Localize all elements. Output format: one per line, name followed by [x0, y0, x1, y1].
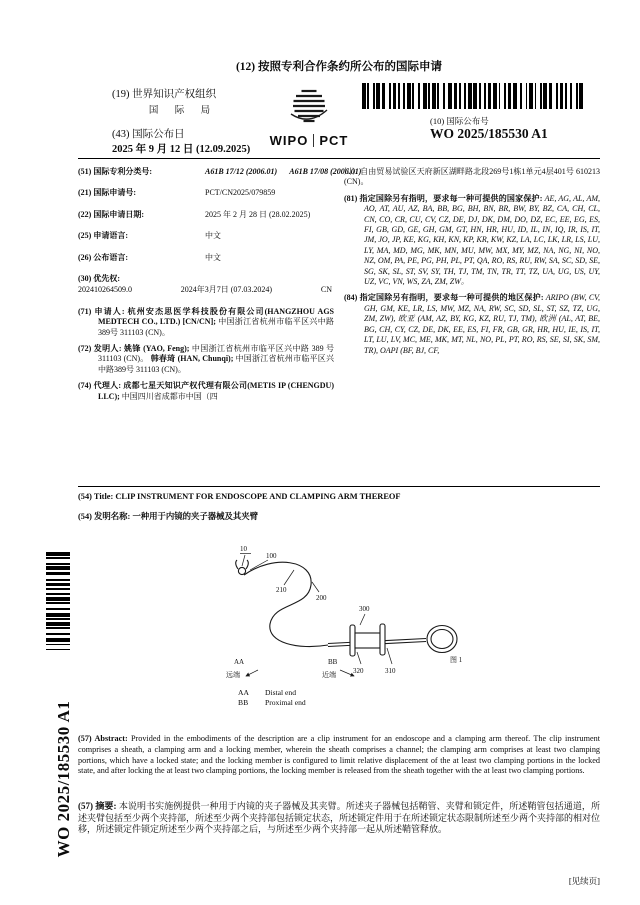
title-english [78, 492, 600, 501]
agent-label: (74) 代理人: [78, 381, 122, 391]
international-bureau-label: 国 际 局 [148, 106, 218, 116]
publication-language-label: (26) 公布语言: [78, 252, 128, 262]
field-applicant [78, 307, 334, 338]
title-chinese-text: 一种用于内镜的夹子器械及其夹臂 [132, 512, 259, 521]
field-priority [78, 274, 334, 296]
distal-label: 远端 [226, 671, 240, 679]
agent-name: 成都七星天知识产权代理有限公司(METIS IP (CHENGDU) LLC); [98, 381, 334, 401]
ipc-value-2: A61B 17/08 (2006.01) [289, 167, 362, 176]
priority-date: 2024年3月7日 (07.03.2024) [180, 285, 273, 295]
designated-regions-codes: ARIPO (BW, CV, GH, GM, KE, LR, LS, MW, MZ, NA, RW, SC, SD, SL, ST, SZ, TZ, UG, ZM, ZW), 欧亚 (AM, AZ, BY, KG, KZ, RU, TJ, TM), 欧洲 (AL, AT, BE, BG, CH, CY, CZ, DE, DK, EE, ES, FI, FR, GB, GR, HR, HU, IE, IS, IT, LT, LU, LV, MC, ME, MK, MT, NL, NO, PL, PT, RO, RS, SE, SI, SK, SM, TR), OAPI (BF, BJ, CF, [364, 293, 601, 355]
header-divider [78, 158, 600, 159]
abstract-chinese-text: 本说明书实施例提供一种用于内镜的夹子器械及其夹臂。所述夹子器械包括鞘管、夹臂和锁定件，所述鞘管包括通道，所述夹臂包括至少两个夹持部，所述至少两个夹持部包括锁定状态，所述锁定件用于在所述锁定状态限制所述至少两个夹持部的相对位移，所述锁定件锁定所述至少两个夹持部之后，与所述至少两个夹持部一起从所述鞘管释放。 [78, 801, 601, 835]
biblio-divider [78, 486, 600, 487]
designated-states-codes: AE, AG, AL, AM, AO, AT, AU, AZ, BA, BB, BG, BH, BN, BR, BW, BY, BZ, CA, CH, CL, CN, CO, CR, CU, CV, CZ, DE, DJ, DK, DM, DO, DZ, EC, EE, EG, ES, FI, GB, GD, GE, GH, GM, GT, HN, HR, HU, ID, IL, IN, IQ, IR, IS, IT, JM, JO, JP, KE, KG, KH, KN, KP, KR, KW, KZ, LA, LC, LK, LR, LS, LU, LY, MA, MD, MG, MK, MN, MU, MW, MX, MY, MZ, NA, NG, NI, NO, NZ, OM, PA, PE, PG, PH, PL, PT, QA, RO, RS, RU, RW, SA, SC, SD, SE, SG, SK, SL, ST, SV, SY, TH, TJ, TM, TN, TR, TT, TZ, UA, UG, US, UY, UZ, VC, VN, WS, ZA, ZM, ZW。 [364, 193, 601, 287]
inventor-2-address: 中国浙江省杭州市临平区兴中路389号 311103 (CN)。 [98, 354, 334, 374]
patent-figure [224, 540, 476, 686]
publication-language-value: 中文 [205, 252, 221, 262]
applicant-label: (71) 申请人: [78, 306, 125, 316]
ref-310: 310 [385, 667, 396, 675]
abstract-english [78, 734, 600, 777]
ref-320: 320 [353, 667, 364, 675]
legend-aa-key: AA [238, 688, 249, 697]
ipc-label: (51) 国际专利分类号: [78, 167, 152, 176]
wipo-pct-wordmark [256, 133, 362, 148]
org-name: (19) 世界知识产权组织 [112, 89, 217, 100]
publication-number: WO 2025/185530 A1 [430, 126, 548, 141]
publication-barcode [362, 83, 600, 109]
applicant-name: 杭州安杰思医学科技股份有限公司(HANGZHOU AGS MEDTECH CO., LTD.) [CN/CN]; [98, 306, 335, 327]
inventor-1-address: 中国浙江省杭州市临平区兴中路 389 号 311103 (CN)。 [98, 344, 335, 364]
title-english-text: CLIP INSTRUMENT FOR ENDOSCOPE AND CLAMPING ARM THEREOF [115, 492, 401, 501]
ref-200: 200 [316, 594, 327, 602]
agent-address: 中国四川省成都市中国（四 [121, 391, 218, 401]
application-number-label: (21) 国际申请号: [78, 188, 136, 198]
figure-labels [226, 545, 463, 679]
field-publication-language [78, 253, 334, 263]
title-chinese [78, 510, 600, 522]
abstract-chinese [78, 801, 600, 836]
side-barcode [46, 552, 70, 650]
legend-bb-value: Proximal end [265, 698, 306, 707]
field-filing-date [78, 210, 334, 220]
treaty-heading: (12) 按照专利合作条约所公布的国际申请 [235, 61, 443, 73]
field-designated-regions [344, 293, 600, 355]
filing-date-label: (22) 国际申请日期: [78, 209, 144, 219]
figure-caption: 图 1 [450, 656, 463, 664]
ref-300: 300 [359, 605, 370, 613]
field-application-number [78, 188, 334, 198]
priority-country: CN [320, 285, 332, 295]
figure-legend [238, 688, 306, 708]
bibliographic-data [78, 167, 600, 408]
vertical-publication-number: WO 2025/185530 A1 [54, 700, 73, 858]
inventor-2-name: 韩春琦 (HAN, Chunqi); [150, 354, 234, 364]
designated-regions-number: (84) [344, 293, 358, 303]
wipo-wordmark: WIPO [269, 133, 309, 148]
biblio-right-column [344, 167, 600, 408]
wordmark-divider [313, 134, 314, 147]
inventor-1-name: 姚锋 (YAO, Feng); [123, 344, 190, 354]
ipc-values [205, 167, 361, 177]
pub-date-label: (43) 国际公布日 [112, 129, 185, 140]
priority-data [78, 285, 334, 295]
section-bb: BB [328, 658, 338, 666]
section-aa: AA [234, 658, 245, 666]
designated-states-intro: 指定国除另有指明，要求每一种可提供的国家保护: [359, 193, 543, 203]
designated-regions-intro: 指定国除另有指明，要求每一种可提供的地区保护: [359, 293, 544, 303]
inventors-label: (72) 发明人: [78, 344, 122, 354]
clip-instrument-drawing [224, 540, 476, 686]
leader-lines [240, 554, 392, 677]
legend-aa-value: Distal end [265, 688, 297, 697]
designated-states-number: (81) [344, 193, 358, 203]
priority-number: 202410264509.0 [78, 285, 132, 295]
field-inventors [78, 344, 334, 375]
filing-language-value: 中文 [205, 231, 221, 241]
pub-date: 2025 年 9 月 12 日 (12.09.2025) [112, 144, 251, 155]
continued-notice: [见续页] [568, 876, 600, 886]
application-number-value: PCT/CN2025/079859 [205, 188, 276, 198]
wipo-globe-icon [288, 84, 330, 128]
legend-row-aa [238, 688, 306, 698]
agent-address-continued: 川）自由贸易试验区天府新区湖畔路北段269号1栋1单元4层401号 610213 (CN)。 [344, 167, 600, 187]
filing-language-label: (25) 申请语言: [78, 231, 128, 241]
pub-number-label: (10) 国际公布号 [430, 116, 489, 126]
ref-100: 100 [266, 552, 277, 560]
title-english-label: (54) Title: [78, 492, 114, 501]
field-ipc [78, 167, 362, 177]
instrument-outline [236, 560, 457, 656]
field-agent [78, 381, 334, 402]
legend-row-bb [238, 698, 306, 708]
proximal-label: 近端 [322, 671, 336, 679]
abstract-english-text: Provided in the embodiments of the description are a clip instrument for an endoscope and a clamping arm thereof. The clip instrument comprises a sheath, a clamping arm and a locking member, wherein the sheath comprises a channel; the clamping arm comprises at least two clamping portions, which have a locked state; and the locking member is configured to limit relative displacement of the at least two clamping portions in the locked state, and after locking the at least two clamping portions, the locking member is released from the sheath together with the at least two clamping portions. [78, 734, 600, 776]
ipc-value-1: A61B 17/12 (2006.01) [205, 167, 278, 176]
abstract-chinese-label: (57) 摘要: [78, 801, 117, 811]
pct-wordmark: PCT [319, 133, 349, 148]
applicant-address: 中国浙江省杭州市临平区兴中路389号 311103 (CN)。 [98, 317, 335, 337]
abstract-english-label: (57) Abstract: [78, 734, 128, 743]
wipo-logo [288, 84, 330, 128]
field-filing-language [78, 231, 334, 241]
legend-bb-key: BB [238, 698, 249, 707]
priority-label: (30) 优先权: [78, 274, 120, 284]
filing-date-value: 2025 年 2 月 28 日 (28.02.2025) [205, 209, 311, 219]
field-designated-states [344, 194, 600, 288]
title-chinese-label: (54) 发明名称: [78, 512, 131, 521]
ref-10: 10 [240, 545, 247, 553]
ref-210: 210 [276, 586, 287, 594]
